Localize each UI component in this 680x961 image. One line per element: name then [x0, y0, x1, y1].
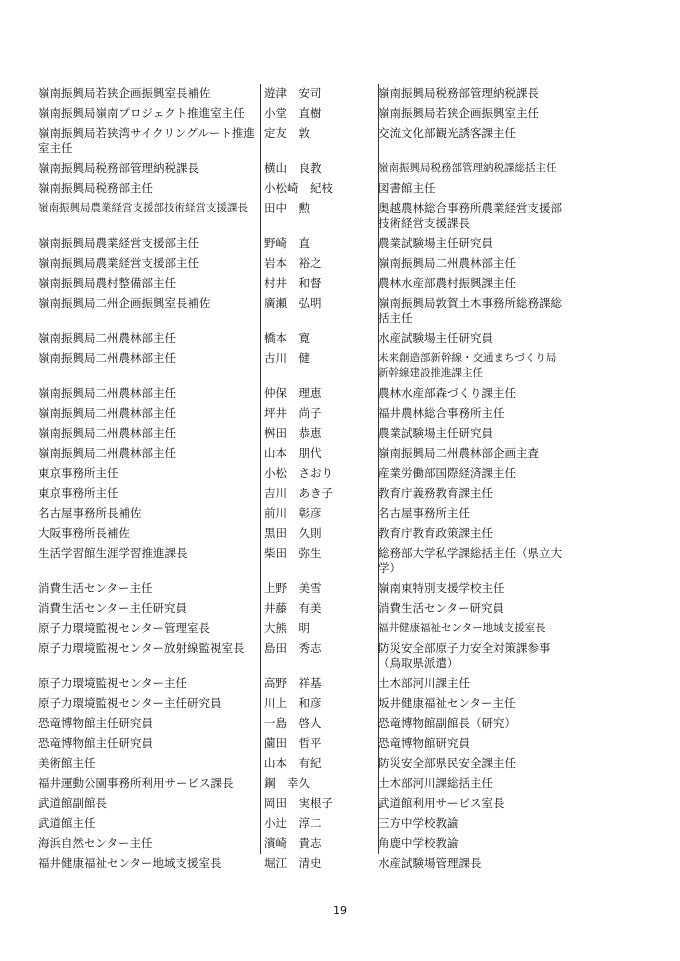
person-name: 橋本 寛: [264, 331, 310, 345]
new-position: 坂井健康福祉センター主任: [378, 696, 516, 710]
personnel-table: [38, 84, 568, 874]
new-position: 防災安全部原子力安全対策課参事（鳥取県派遣）: [378, 641, 551, 670]
new-position: 恐竜博物館副館長（研究）: [378, 716, 516, 730]
table-row: [38, 834, 568, 854]
new-position: 交流文化部観光誘客課主任: [378, 126, 516, 140]
person-name: 黒田 久則: [264, 526, 322, 540]
former-position: 嶺南振興局二州農林部主任: [38, 386, 176, 400]
new-position: 嶺南振興局二州農林部企画主査: [378, 446, 539, 460]
table-row: [38, 384, 568, 404]
person-name: 小松崎 紀枝: [264, 181, 333, 195]
new-position: 名古屋事務所主任: [378, 506, 470, 520]
table-row: [38, 794, 568, 814]
new-position: 土木部河川課主任: [378, 676, 470, 690]
table-row: [38, 159, 568, 179]
former-position: 嶺南振興局農村整備部主任: [38, 276, 176, 290]
former-position: 嶺南振興局農業経営支援部主任: [38, 236, 199, 250]
table-row: [38, 464, 568, 484]
former-position: 武道館副館長: [38, 796, 107, 810]
new-position: 嶺南東特別支援学校主任: [378, 581, 505, 595]
table-row: [38, 444, 568, 464]
former-position: 嶺南振興局若狭湾サイクリングルート推進室主任: [38, 126, 255, 155]
table-row: [38, 599, 568, 619]
table-row: [38, 404, 568, 424]
person-name: 上野 美雪: [264, 581, 322, 595]
person-name: 坪井 尚子: [264, 406, 322, 420]
former-position: 原子力環境監視センター主任研究員: [38, 696, 222, 710]
table-row: [38, 854, 568, 874]
person-name: 川上 和彦: [264, 696, 322, 710]
new-position: 武道館利用サービス室長: [378, 796, 505, 810]
person-name: 野崎 直: [264, 236, 310, 250]
new-position: 三方中学校教諭: [378, 816, 459, 830]
person-name: 井藤 有美: [264, 601, 322, 615]
person-name: 古川 健: [264, 351, 310, 365]
person-name: 堀江 清史: [264, 856, 322, 870]
new-position: 奥越農林総合事務所農業経営支援部技術経営支援課長: [378, 201, 562, 230]
new-position: 恐竜博物館研究員: [378, 736, 470, 750]
person-name: 岩本 裕之: [264, 256, 322, 270]
former-position: 嶺南振興局二州農林部主任: [38, 351, 176, 365]
former-position: 武道館主任: [38, 816, 96, 830]
former-position: 福井健康福祉センター地域支援室長: [38, 856, 222, 870]
table-row: [38, 104, 568, 124]
person-name: 前川 彰彦: [264, 506, 322, 520]
table-row: [38, 754, 568, 774]
table-row: [38, 639, 568, 674]
table-row: [38, 254, 568, 274]
person-name: 小堂 直樹: [264, 106, 322, 120]
former-position: 嶺南振興局二州農林部主任: [38, 446, 176, 460]
new-position: 嶺南振興局税務部管理納税課総括主任: [378, 162, 557, 174]
former-position: 原子力環境監視センター管理室長: [38, 621, 211, 635]
former-position: 嶺南振興局農業経営支援部技術経営支援課長: [38, 202, 248, 214]
new-position: 教育庁義務教育課主任: [378, 486, 493, 500]
person-name: 薗田 哲平: [264, 736, 322, 750]
former-position: 嶺南振興局二州農林部主任: [38, 426, 176, 440]
table-row: [38, 694, 568, 714]
new-position: 水産試験場管理課長: [378, 856, 482, 870]
new-position: 防災安全部県民安全課主任: [378, 756, 516, 770]
former-position: 美術館主任: [38, 756, 96, 770]
former-position: 嶺南振興局税務部主任: [38, 181, 153, 195]
former-position: 嶺南振興局税務部管理納税課長: [38, 161, 199, 175]
person-name: 濱崎 貴志: [264, 836, 322, 850]
former-position: 東京事務所主任: [38, 466, 119, 480]
former-position: 恐竜博物館主任研究員: [38, 716, 153, 730]
table-row: [38, 179, 568, 199]
table-row: [38, 524, 568, 544]
former-position: 海浜自然センター主任: [38, 836, 153, 850]
table-row: [38, 734, 568, 754]
person-name: 岡田 実根子: [264, 796, 333, 810]
person-name: 大熊 明: [264, 621, 310, 635]
new-position: 角鹿中学校教諭: [378, 836, 459, 850]
person-name: 廣瀬 弘明: [264, 296, 322, 310]
person-name: 一島 啓人: [264, 716, 322, 730]
new-position: 嶺南振興局若狭企画振興室主任: [378, 106, 539, 120]
new-position: 消費生活センター研究員: [378, 601, 505, 615]
former-position: 原子力環境監視センター放射線監視室長: [38, 641, 245, 655]
former-position: 東京事務所主任: [38, 486, 119, 500]
new-position: 総務部大学私学課総括主任（県立大学）: [378, 546, 562, 575]
new-position: 嶺南振興局二州農林部主任: [378, 256, 516, 270]
table-row: [38, 579, 568, 599]
person-name: 小松 さおり: [264, 466, 333, 480]
person-name: 仲保 理恵: [264, 386, 322, 400]
former-position: 大阪事務所長補佐: [38, 526, 130, 540]
table-row: [38, 199, 568, 234]
person-name: 山本 有紀: [264, 756, 322, 770]
new-position: 福井農林総合事務所主任: [378, 406, 505, 420]
former-position: 嶺南振興局二州農林部主任: [38, 406, 176, 420]
person-name: 桝田 恭恵: [264, 426, 322, 440]
former-position: 恐竜博物館主任研究員: [38, 736, 153, 750]
former-position: 嶺南振興局二州農林部主任: [38, 331, 176, 345]
table-row: [38, 619, 568, 639]
former-position: 原子力環境監視センター主任: [38, 676, 188, 690]
table-row: [38, 714, 568, 734]
person-name: 定友 敦: [264, 126, 310, 140]
former-position: 消費生活センター主任: [38, 581, 153, 595]
new-position: 農業試験場主任研究員: [378, 236, 493, 250]
former-position: 嶺南振興局農業経営支援部主任: [38, 256, 199, 270]
new-position: 農林水産部農村振興課主任: [378, 276, 516, 290]
table-row: [38, 484, 568, 504]
table-row: [38, 84, 568, 104]
new-position: 福井健康福祉センター地域支援室長: [378, 622, 546, 634]
person-name: 村井 和督: [264, 276, 322, 290]
table-row: [38, 124, 568, 159]
table-row: [38, 349, 568, 384]
new-position: 水産試験場主任研究員: [378, 331, 493, 345]
new-position: 農業試験場主任研究員: [378, 426, 493, 440]
person-name: 山本 朋代: [264, 446, 322, 460]
table-row: [38, 814, 568, 834]
person-name: 高野 祥基: [264, 676, 322, 690]
person-name: 小辻 淳二: [264, 816, 322, 830]
new-position: 図書館主任: [378, 181, 436, 195]
table-row: [38, 234, 568, 254]
table-row: [38, 274, 568, 294]
table-row: [38, 504, 568, 524]
person-name: 吉川 あき子: [264, 486, 333, 500]
former-position: 消費生活センター主任研究員: [38, 601, 188, 615]
new-position: 教育庁教育政策課主任: [378, 526, 493, 540]
person-name: 横山 良教: [264, 161, 322, 175]
former-position: 名古屋事務所長補佐: [38, 506, 142, 520]
former-position: 嶺南振興局嶺南プロジェクト推進室主任: [38, 106, 245, 120]
page-number: 19: [333, 904, 347, 917]
table-row: [38, 424, 568, 444]
former-position: 嶺南振興局若狭企画振興室長補佐: [38, 86, 211, 100]
former-position: 生活学習館生涯学習推進課長: [38, 546, 188, 560]
person-name: 柴田 弥生: [264, 546, 322, 560]
table-row: [38, 674, 568, 694]
person-name: 遊津 安司: [264, 86, 322, 100]
new-position: 土木部河川課総括主任: [378, 776, 493, 790]
new-position: 産業労働部国際経済課主任: [378, 466, 516, 480]
former-position: 福井運動公園事務所利用サービス課長: [38, 776, 234, 790]
table-row: [38, 294, 568, 329]
table-row: [38, 774, 568, 794]
person-name: 島田 秀志: [264, 641, 322, 655]
person-name: 鋼 幸久: [264, 776, 310, 790]
new-position: 農林水産部森づくり課主任: [378, 386, 516, 400]
person-name: 田中 勲: [264, 201, 310, 215]
new-position: 嶺南振興局税務部管理納税課長: [378, 86, 539, 100]
table-row: [38, 329, 568, 349]
new-position: 未来創造部新幹線・交通まちづくり局新幹線建設推進課主任: [378, 352, 557, 379]
new-position: 嶺南振興局敦賀土木事務所総務課総括主任: [378, 296, 562, 325]
former-position: 嶺南振興局二州企画振興室長補佐: [38, 296, 211, 310]
table-row: [38, 544, 568, 579]
